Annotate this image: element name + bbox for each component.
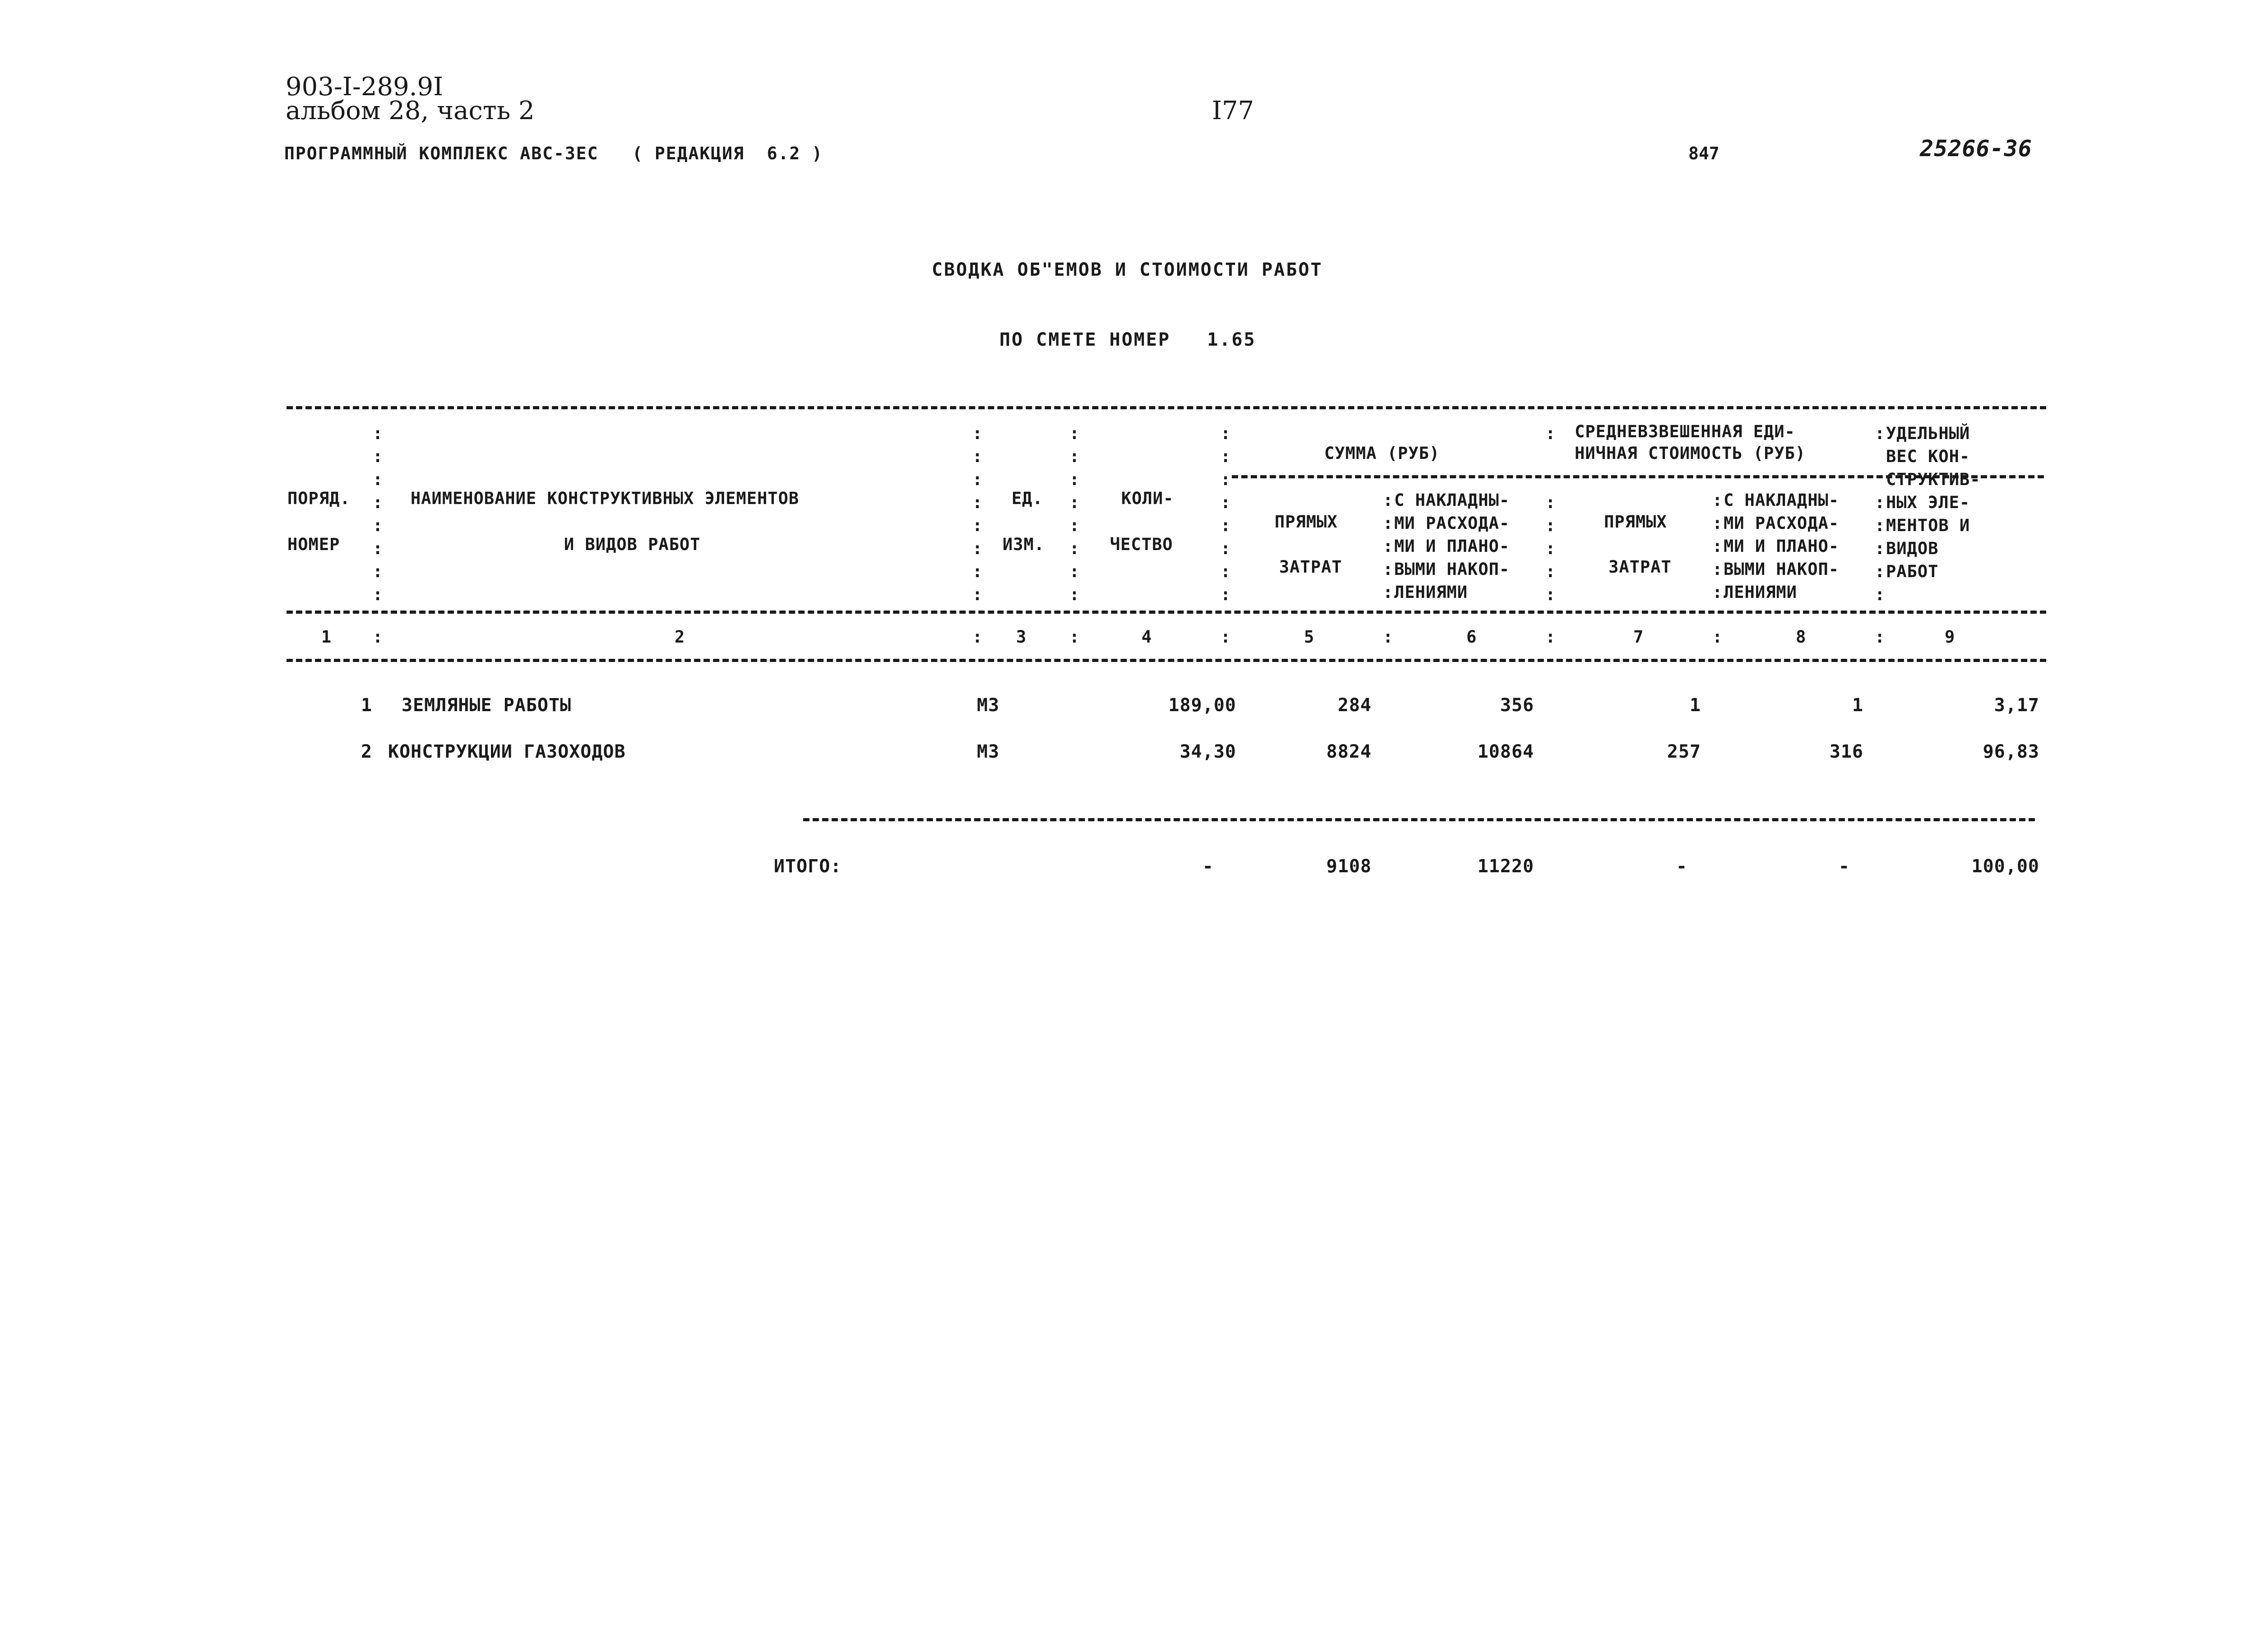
col3-header-line1: ЕД. — [1012, 489, 1043, 508]
row-avg-overhead: 1 — [1852, 695, 1863, 716]
numbers-bottom-rule — [287, 659, 2046, 662]
col5-header-line2: ЗАТРАТ — [1279, 557, 1342, 577]
separator-col3: : : : : : : : : — [1069, 424, 1080, 604]
total-qty: - — [1202, 856, 1214, 877]
column-number-separator: : — [1220, 627, 1231, 647]
row-number: 1 — [361, 695, 373, 716]
col6-header-line1: С НАКЛАДНЫ- — [1394, 491, 1510, 510]
separator-col1: : : : : : : : : — [373, 424, 383, 604]
col9-header-line5: МЕНТОВ И — [1886, 516, 1970, 535]
row-avg-overhead: 316 — [1829, 741, 1863, 762]
col8-header-line2: МИ РАСХОДА- — [1724, 514, 1840, 533]
col8-header-line1: С НАКЛАДНЫ- — [1724, 491, 1840, 510]
col6-header-line4: ВЫМИ НАКОП- — [1394, 560, 1510, 579]
col8-header-line5: ЛЕНИЯМИ — [1724, 583, 1797, 602]
separator-col5: : : : : : — [1383, 491, 1393, 602]
col7-header-line1: ПРЯМЫХ — [1604, 512, 1667, 532]
separator-col6: : : : : : : — [1545, 424, 1556, 604]
row-number: 2 — [361, 741, 373, 762]
column-number-separator: : — [1712, 627, 1723, 647]
col5-header-line1: ПРЯМЫХ — [1275, 512, 1338, 532]
column-number-separator: : — [1069, 627, 1080, 647]
column-number-7: 7 — [1633, 627, 1644, 647]
sheet-number: 847 — [1688, 143, 1720, 163]
column-number-9: 9 — [1945, 627, 1956, 647]
col4-header-line2: ЧЕСТВО — [1110, 535, 1173, 554]
col8-header-line4: ВЫМИ НАКОП- — [1724, 560, 1840, 579]
column-number-2: 2 — [675, 627, 685, 647]
column-number-1: 1 — [321, 627, 332, 647]
column-number-6: 6 — [1466, 627, 1477, 647]
column-number-5: 5 — [1304, 627, 1315, 647]
table-top-rule — [287, 406, 2046, 409]
row-direct: 284 — [1337, 695, 1372, 716]
col1-header-line2: НОМЕР — [287, 535, 340, 554]
col1-header-line1: ПОРЯД. — [287, 489, 351, 508]
row-qty: 34,30 — [1179, 741, 1236, 762]
row-qty: 189,00 — [1168, 695, 1236, 716]
total-overhead: 11220 — [1477, 856, 1534, 877]
col9-header-line2: ВЕС КОН- — [1886, 447, 1970, 466]
group-avg-header-line1: СРЕДНЕВЗВЕШЕННАЯ ЕДИ- — [1575, 422, 1795, 441]
document-code: 903-I-289.9I — [286, 72, 444, 102]
row-name: КОНСТРУКЦИИ ГАЗОХОДОВ — [388, 741, 626, 762]
page-number: I77 — [1212, 96, 1254, 125]
total-avg-direct: - — [1676, 856, 1687, 877]
col9-header-line1: УДЕЛЬНЫЙ — [1886, 424, 1970, 443]
col8-header — [1724, 489, 1839, 604]
total-direct: 9108 — [1326, 856, 1372, 877]
col8-header-line3: МИ И ПЛАНО- — [1724, 537, 1840, 556]
column-number-separator: : — [1545, 627, 1556, 647]
row-direct: 8824 — [1326, 741, 1372, 762]
column-number-8: 8 — [1796, 627, 1807, 647]
row-unit: М3 — [977, 741, 1000, 762]
header-bottom-rule — [287, 611, 2046, 614]
separator-col4: : : : : : : : : — [1220, 424, 1231, 604]
row-avg-direct: 257 — [1667, 741, 1701, 762]
separator-col7: : : : : : — [1712, 491, 1723, 602]
group-sum-header: СУММА (РУБ) — [1324, 444, 1440, 463]
separator-col8: : : : : : : — [1875, 424, 1885, 604]
col7-header-line2: ЗАТРАТ — [1609, 557, 1672, 577]
col6-header-line5: ЛЕНИЯМИ — [1394, 583, 1468, 602]
col3-header-line2: ИЗМ. — [1003, 535, 1045, 554]
total-rule — [803, 818, 2035, 821]
col9-header-line4: НЫХ ЭЛЕ- — [1886, 493, 1970, 512]
report-subtitle: ПО СМЕТЕ НОМЕР 1.65 — [999, 329, 1256, 350]
col2-header-line2: И ВИДОВ РАБОТ — [564, 535, 701, 554]
separator-col2: : : : : : : : : — [972, 424, 983, 604]
column-number-separator: : — [373, 627, 383, 647]
column-number-separator: : — [972, 627, 983, 647]
row-name: ЗЕМЛЯНЫЕ РАБОТЫ — [402, 695, 572, 716]
col9-header-line7: РАБОТ — [1886, 562, 1939, 581]
col6-header-line3: МИ И ПЛАНО- — [1394, 537, 1510, 556]
col6-header-line2: МИ РАСХОДА- — [1394, 514, 1510, 533]
report-title: СВОДКА ОБ"ЕМОВ И СТОИМОСТИ РАБОТ — [932, 259, 1323, 280]
total-share: 100,00 — [1971, 856, 2039, 877]
row-overhead: 10864 — [1477, 741, 1534, 762]
col9-header-line3: СТРУКТИВ- — [1886, 470, 1981, 489]
column-number-separator: : — [1383, 627, 1393, 647]
row-overhead: 356 — [1500, 695, 1534, 716]
col9-header — [1886, 422, 1980, 583]
col9-header-line6: ВИДОВ — [1886, 539, 1939, 558]
row-share: 96,83 — [1983, 741, 2039, 762]
col6-header — [1394, 489, 1510, 604]
program-line: ПРОГРАММНЫЙ КОМПЛЕКС АВС-ЗЕС ( РЕДАКЦИЯ 6.2 ) — [284, 143, 823, 163]
col2-header-line1: НАИМЕНОВАНИЕ КОНСТРУКТИВНЫХ ЭЛЕМЕНТОВ — [411, 489, 800, 508]
album-part: альбом 28, часть 2 — [286, 96, 535, 125]
total-label: ИТОГО: — [774, 856, 842, 877]
row-avg-direct: 1 — [1689, 695, 1701, 716]
column-number-4: 4 — [1142, 627, 1152, 647]
col4-header-line1: КОЛИ- — [1121, 489, 1174, 508]
column-number-separator: : — [1875, 627, 1885, 647]
code-number: 25266-36 — [1920, 135, 2032, 162]
row-unit: М3 — [977, 695, 1000, 716]
group-avg-header-line2: НИЧНАЯ СТОИМОСТЬ (РУБ) — [1575, 444, 1806, 463]
row-share: 3,17 — [1994, 695, 2039, 716]
column-number-3: 3 — [1016, 627, 1027, 647]
total-avg-overhead: - — [1838, 856, 1850, 877]
